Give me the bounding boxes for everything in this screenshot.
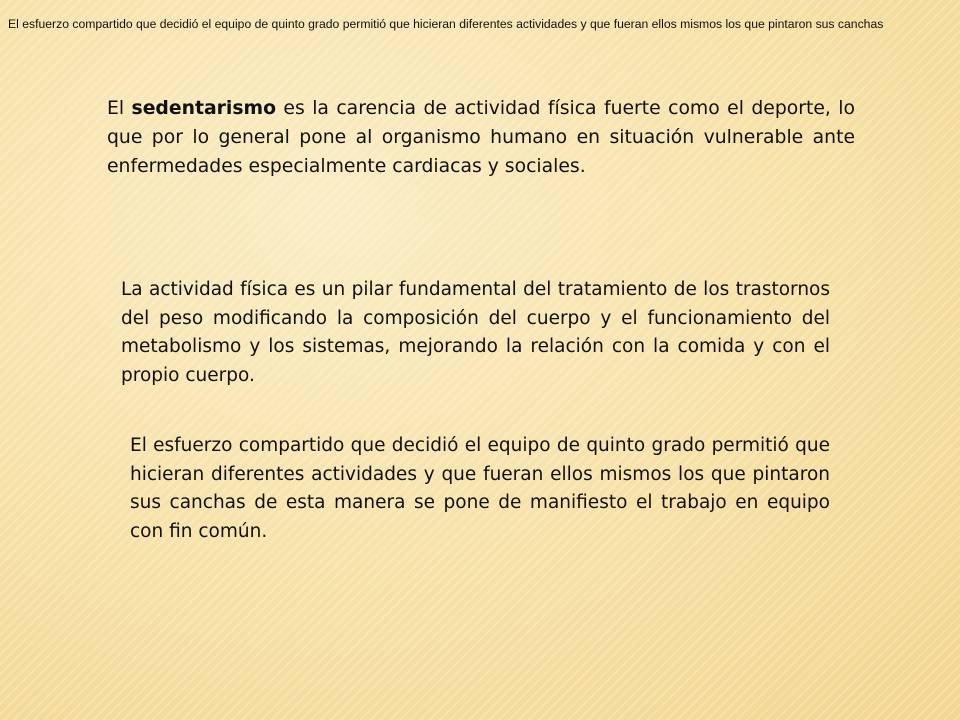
paragraph-esfuerzo-compartido: El esfuerzo compartido que decidió el equipo de quinto grado permitió que hicieran diferentes actividades y que fueran ellos mismos los que pintaron sus canchas de esta manera se pone de manifiesto el trabajo en equipo con fin común. [130, 435, 830, 542]
paragraph-sedentarismo [107, 94, 855, 181]
paragraph-1-lead: El [107, 98, 132, 119]
top-caption: El esfuerzo compartido que decidió el equipo de quinto grado permitió que hicieran diferentes actividades y que fueran ellos mismos los que pintaron sus canchas [8, 17, 884, 31]
term-sedentarismo: sedentarismo [131, 98, 276, 119]
paragraph-actividad-fisica: La actividad física es un pilar fundamental del tratamiento de los trastornos del peso modificando la composición del cuerpo y el funcionamiento del metabolismo y los sistemas, mejorando la relación con la comida y con el propio cuerpo. [121, 279, 830, 386]
paragraph-1-rest: es la carencia de actividad física fuerte como el deporte, lo que por lo general pone al organismo humano en situación vulnerable ante enfermedades especialmente cardiacas y sociales. [107, 98, 855, 177]
